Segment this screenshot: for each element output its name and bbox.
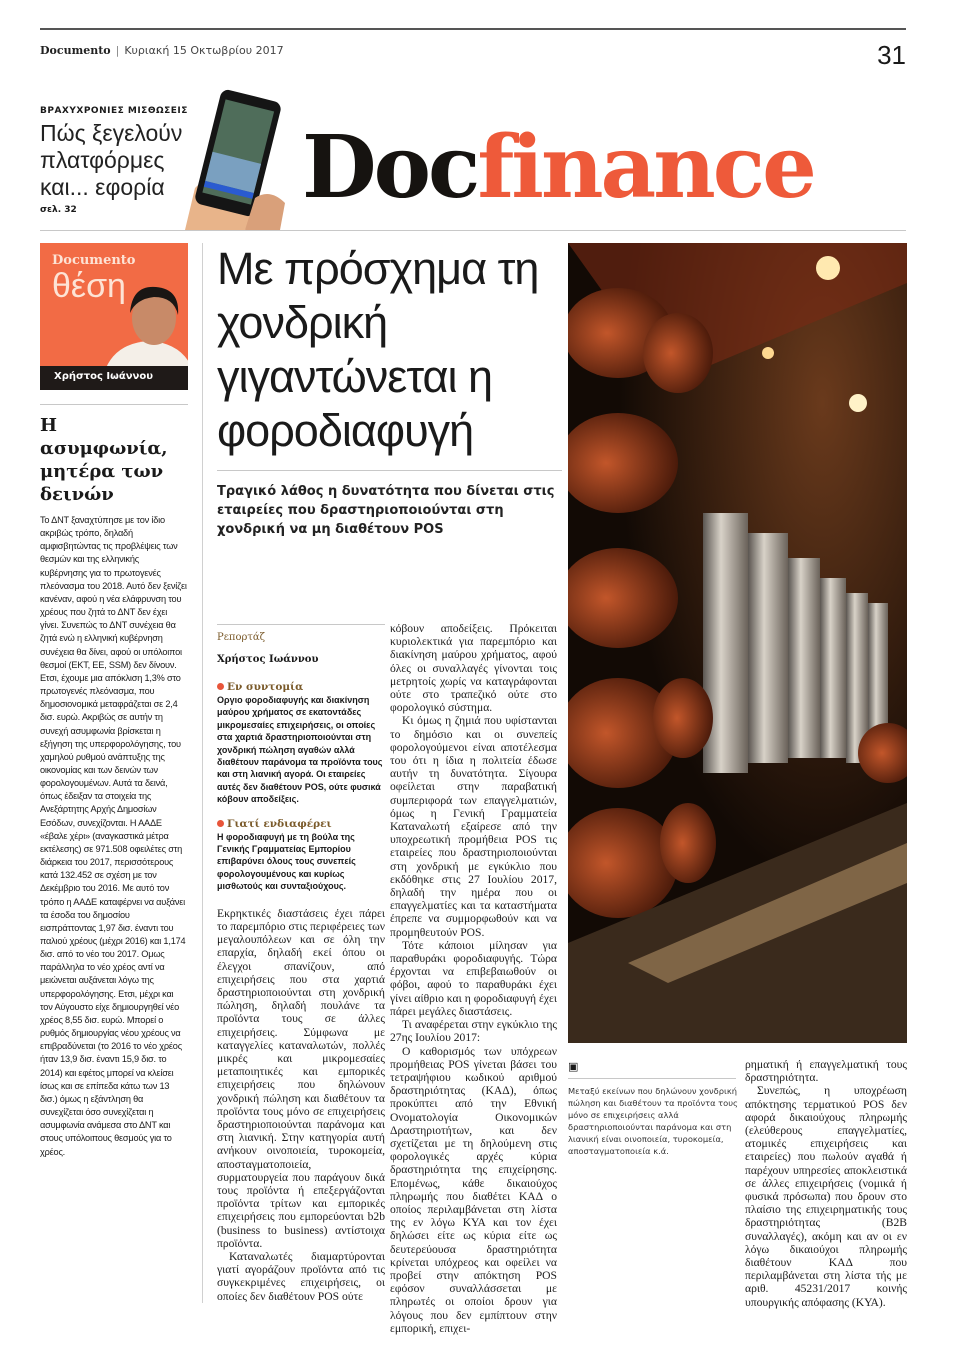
teaser-title-line: και... εφορία <box>40 174 165 200</box>
paragraph: Κι όμως η ζημιά που υφίστανται το δημόσιο και οι συνεπείς φορολογούμενοι είναι αποτέλεσμα του ότι η ίδια η πολιτεία έδωσε αυτήν τη δυνατότητα. Σίγουρα οφείλεται στην παραβατική συμπεριφορά των επαγγελματιών, όμως η Γενική Γραμματεία Καταναλωτή εξαίρεσε από την υποχρεωτική προμήθεια POS τις εταιρείες που δραστηριοποιούνται στη χονδρική με εγκύκλιο που εκδόθηκε στις 27 Ιουλίου 2017, δηλαδή την ημέρα που οι επαγγελματίες και τα καταστήματα έπρεπε να συμμορφωθούν και να προμηθευτούν POS. <box>390 714 557 939</box>
paragraph: Ο καθορισμός των υπόχρεων προμήθειας POS γίνεται βάσει του τετραψήφιου κωδικού αριθμού δραστηριότητας (ΚΑΔ), όπως προκύπτει από την Εθνική Ονοματολογία Οικονομικών Δραστηριοτήτων, και δεν σχετίζεται με τη δηλούμενη στις φορολογικές αρχές κύρια δραστηριότητα της επιχείρησης. Επομένως, κάθε δικαιούχος πληρωμής που διαθέτει ΚΑΔ ο οποίος περιλαμβάνεται στη λίστα της εν λόγω ΚΥΑ και τον έχει δηλώσει είτε ως κύρια είτε ως δευτερεύουσα δραστηριότητα κρίνεται υπόχρεος και οφείλει να προβεί στην απόκτηση POS εφόσον συναλλάσσεται με πληρωτές οι οποίοι δρουν για λόγους που δεν εμπίπτουν στην εμπορική, επιχει- <box>390 1044 557 1335</box>
divider <box>40 404 188 405</box>
paragraph: ρηματική ή επαγγελματική τους δραστηριότητα. <box>745 1058 907 1085</box>
opinion-label: θέση <box>52 267 126 305</box>
article-headline[interactable]: Με πρόσχημα τη χονδρική γιγαντώνεται η φοροδιαφυγή <box>217 243 539 456</box>
paragraph: Τότε κάποιοι μίλησαν για παραθυράκι φοροδιαφυγής. Τώρα έρχονται να επιβεβαιωθούν οι φόβοι, αφού το παραθυράκι έχει γίνει αίθριο και η φοροδιαφυγή έχει πάρει μεγάλες διαστάσεις. <box>390 938 557 1018</box>
article-column-3 <box>745 1058 907 1309</box>
opinion-article <box>40 414 190 1159</box>
opinion-title[interactable]: Η ασυμφωνία, μητέρα των δεινών <box>40 415 168 505</box>
teaser-title[interactable] <box>40 120 182 201</box>
teaser-title-line: Πώς ξεγελούν <box>40 120 183 146</box>
teaser-kicker: ΒΡΑΧΥΧΡΟΝΙΕΣ ΜΙΣΘΩΣΕΙΣ <box>40 106 188 116</box>
divider <box>217 470 562 471</box>
top-rule <box>40 28 906 30</box>
paragraph: κόβουν αποδείξεις. Πρόκειται κυριολεκτικά για παρεμπόριο και διακίνηση μαύρου χρήματος, αφού όλες οι συναλλαγές γίνονται τοις μετρητοίς χωρίς να καταγράφονται ούτε στο τραπεζικό ούτε στο φορολογικό σύστημα. <box>390 622 557 715</box>
summary-title <box>217 681 385 694</box>
phone-in-hand-image <box>185 88 303 230</box>
opinion-author: Χρήστος Ιωάννου <box>40 366 188 390</box>
logo-finance: finance <box>477 117 814 218</box>
camera-icon: ▣ <box>568 1060 579 1073</box>
article-first-column <box>217 624 385 1303</box>
paragraph: Εκρηκτικές διαστάσεις έχει πάρει το παρεμπόριο στις περιφέρειες των μεγαλουπόλεων και σε όλη την επαρχία, δηλαδή εκεί όπου οι έλεγχοι σπανίζουν, από επιχειρήσεις που στα χαρτιά δραστηριοποιούνται στη χονδρική πώληση, δηλαδή πουλάνε τα προϊόντα τους σε άλλες επιχειρήσεις. Σύμφωνα με καταγγελίες καταναλωτών, πολλές μικρές και μικρομεσαίες μεταποιητικές και εμπορικές επιχειρήσεις που δηλώνουν χονδρική πώληση και διαθέτουν τα προϊόντα τους μόνο σε επιχειρήσεις δραστηριοποιούνται παράνομα και στη λιανική. Στην κατηγορία αυτή ανήκουν οινοποιεία, τυροκομεία, αποσταγματοποιεία, συρματουργεία που παράγουν δικά τους προϊόντα ή επεξεργάζονται προϊόντα τρίτων και εμπορικές επιχειρήσεις που εμπορεύονται b2b (business to business) αντίστοιχα προϊόντα. <box>217 906 385 1250</box>
docfinance-logo <box>302 118 814 218</box>
bullet-dot-icon <box>217 820 224 827</box>
masthead-date: Κυριακή 15 Οκτωβρίου 2017 <box>124 44 284 57</box>
opinion-brand: Documento <box>52 253 136 268</box>
article-subhead: Τραγικό λάθος η δυνατότητα που δίνεται στις εταιρείες που δραστηριοποιούνται στη χονδρική να μη διαθέτουν POS <box>217 484 555 537</box>
paragraph: Καταναλωτές διαμαρτύρονται γιατί αγοράζουν προϊόντα από τις συγκεκριμένες επιχειρήσεις, οι οποίες δεν διαθέτουν POS ούτε <box>217 1249 385 1303</box>
why-text: Η φοροδιαφυγή με τη βούλα της Γενικής Γραμματείας Εμπορίου επιβαρύνει όλους τους συνεπείς φορολογουμένους και κυρίως μισθωτούς και συνταξιούχους. <box>217 831 356 892</box>
bullet-dot-icon <box>217 683 224 690</box>
masthead-brand: Documento <box>40 44 111 57</box>
opinion-body: Το ΔΝΤ ξαναχτύπησε με τον ίδιο ακριβώς τρόπο, δηλαδή αμφισβητώντας τις προβλέψεις των θεσμών και της ελληνικής κυβέρνησης για το πρωτογενές πλεόνασμα του 2018. Αυτό δεν ξενίζει κανέναν, αφού η νέα ελάφρυνση του χρέους που ζητά το ΔΝΤ δεν έχει γίνει. Συνεπώς το ΔΝΤ συνέχεια θα ζητά ενώ η ελληνική κυβέρνηση συνέχεια θα δίνει, αφού οι υπόλοιποι θεσμοί (ΕΚΤ, ΕΕ, SSM) δεν δίνουν. Ετσι, έχουμε μια απόκλιση 1,3% στο πρωτογενές πλεόνασμα, που δημοσιονομικά μεταφράζεται σε 2,4 δισ. ευρώ. Ακριβώς σε αυτήν τη συνεχή ασυμφωνία βρίσκεται η εξήγηση της υπερφορολόγησης, του χαμηλού ρυθμού ανάπτυξης της οικονομίας και των δεινών των φορολογουμένων. Αυτά τα δεινά, όπως έδειξαν τα στοιχεία της Ανεξάρτητης Αρχής Δημοσίων Εσόδων, συνεχίζονται. Η ΑΑΔΕ «έβαλε χέρι» (αναγκαστικά μέτρα εκτέλεσης) σε 971.508 οφειλέτες στη διάρκεια του 2017, περισσότερους κατά 132.452 σε σχέση με τον Δεκέμβριο του 2016. Με αυτό τον τρόπο η ΑΑΔΕ καταφέρνει να αυξάνει τα έσοδα του δημοσίου εισπράττοντας 1,97 δισ. έναντι του παλιού χρέους (μέχρι 2016) και 1,174 δισ. από το νέο του 2017. Ομως παράλληλα το νέο χρέος αντί να μειώνεται αυξάνεται λόγω της υπερφορολόγησης. Ετσι, μέχρι και τον Αύγουστο είχε δημιουργηθεί νέο χρέος 8,55 δισ. ευρώ. Μπορεί ο ρυθμός δημιουργίας νέου χρέους να επιβραδύνεται (το 2016 το νέο χρέος ήταν 13,9 δισ. έναντι 15,9 δισ. το 2014) και εφέτος μπορεί να κλείσει ίσως και σε επίπεδα κάτω των 13 δισ.) όμως η εξάντληση θα συνεχίζεται όσο συνεχίζεται η ασυμφωνία ανάμεσα στο ΔΝΤ και στους υπόλοιπους θεσμούς για το χρέος. <box>40 515 187 1157</box>
photo-caption: Μεταξύ εκείνων που δηλώνουν χονδρική πώληση και διαθέτουν τα προϊόντα τους μόνο σε επιχειρήσεις αλλά δραστηριοποιούνται παράνομα και στη λιανική είναι οινοποιεία, τυροκομεία, αποσταγματοποιεία κ.ά. <box>568 1086 738 1156</box>
byline: Χρήστος Ιωάννου <box>217 654 319 665</box>
paragraph: Τι αναφέρεται στην εγκύκλιο της 27ης Ιουλίου 2017: <box>390 1018 557 1045</box>
masthead <box>40 44 284 57</box>
logo-doc: Doc <box>302 117 478 218</box>
opinion-badge <box>40 243 188 390</box>
header-divider <box>40 230 906 231</box>
paragraph: Συνεπώς, η υποχρέωση απόκτησης τερματικού POS δεν αφορά δικαιούχους πληρωμής (ελεύθερους επαγγελματίες, ατομικές επιχειρήσεις και εταιρείες) που πωλούν αγαθά ή παρέχουν υπηρεσίες αποκλειστικά σε άλλες επιχειρήσεις (νομικά ή φυσικά πρόσωπα) που δρουν στο πλαίσιο της επιχειρηματικής τους δραστηριότητας (B2B συναλλαγές), ακόμη και αν οι εν λόγω δικαιούχοι πληρωμής διαθέτουν ΚΑΔ που περιλαμβάνεται στη λίστα τής με αριθ. 45231/2017 κοινής υπουργικής απόφασης (ΚΥΑ). <box>745 1084 907 1309</box>
why-title <box>217 818 385 831</box>
teaser-title-line: πλατφόρμες <box>40 147 165 173</box>
article-column-1 <box>217 907 385 1303</box>
summary-text: Οργιο φοροδιαφυγής και διακίνηση μαύρου χρήματος σε εκατοντάδες μικρομεσαίες επιχειρήσεις, οι οποίες στα χαρτιά δραστηριοποιούνται στη χονδρική πώληση αγαθών αλλά διαθέτουν παράνομα τα προϊόντα τους και στη λιανική αγορά. Οι εταιρείες αυτές δεν διαθέτουν POS, ούτε φυσικά κόβουν αποδείξεις. <box>217 695 383 805</box>
teaser-page-ref: σελ. 32 <box>40 205 77 215</box>
divider <box>217 624 385 625</box>
divider <box>568 1078 736 1079</box>
column-divider <box>202 243 203 1303</box>
masthead-separator: | <box>115 44 120 57</box>
summary-box <box>217 681 385 893</box>
wine-cellar-photo <box>568 243 907 1043</box>
section-label: Ρεπορτάζ <box>217 632 266 643</box>
summary-title-text: Εν συντομία <box>227 681 304 693</box>
why-title-text: Γιατί ενδιαφέρει <box>227 817 332 830</box>
author-photo <box>104 273 188 373</box>
page-number: 31 <box>877 40 906 70</box>
article-column-2 <box>390 622 557 1335</box>
